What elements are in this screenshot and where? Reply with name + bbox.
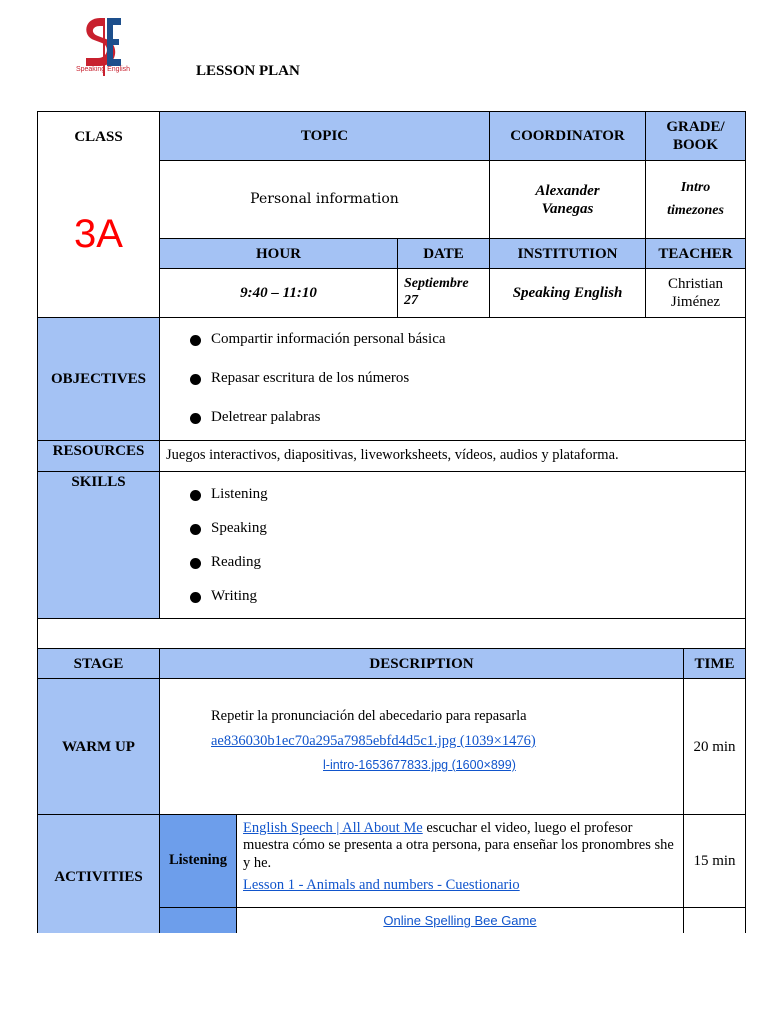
- warmup-link-intro-image[interactable]: l-intro-1653677833.jpg (1600×899): [323, 758, 516, 772]
- time-label: TIME: [694, 655, 735, 672]
- listening-time-cell: [683, 814, 746, 908]
- skills-cell: [159, 471, 746, 619]
- list-item: [190, 553, 268, 587]
- list-item: [190, 587, 268, 617]
- activities-label-cell: [37, 814, 160, 944]
- bullet-icon: [190, 558, 201, 569]
- institution-cell: [489, 268, 646, 318]
- bullet-icon: [190, 335, 201, 346]
- list-item: [190, 330, 446, 369]
- coordinator-label: COORDINATOR: [510, 128, 625, 144]
- warmup-label: WARM UP: [62, 738, 135, 755]
- skill-text: Speaking: [211, 520, 267, 536]
- list-item: [190, 485, 268, 519]
- bullet-icon: [190, 413, 201, 424]
- date-value: Septiembre 27: [404, 276, 469, 308]
- spelling-bee-link[interactable]: Online Spelling Bee Game: [383, 913, 537, 928]
- page-bottom-margin: [0, 933, 768, 1024]
- list-item: [190, 519, 268, 553]
- coordinator-value: Alexander Vanegas: [535, 182, 600, 217]
- objectives-label: OBJECTIVES: [50, 371, 147, 387]
- skills-label: SKILLS: [71, 474, 126, 490]
- skills-label-cell: [37, 471, 160, 619]
- resources-cell: [159, 440, 746, 472]
- objectives-list: [190, 330, 446, 438]
- class-value: 3A: [74, 212, 123, 256]
- bullet-icon: [190, 592, 201, 603]
- grade-value: Intro timezones: [667, 180, 724, 218]
- institution-label: INSTITUTION: [517, 245, 618, 262]
- bullet-icon: [190, 374, 201, 385]
- resources-label-cell: [37, 440, 160, 472]
- topic-label: TOPIC: [300, 128, 349, 144]
- bullet-icon: [190, 524, 201, 535]
- listening-time: 15 min: [693, 853, 736, 869]
- date-cell: [397, 268, 490, 318]
- description-header: [159, 648, 684, 679]
- teacher-value: Christian Jiménez: [668, 276, 723, 310]
- warmup-label-cell: [37, 678, 160, 815]
- institution-value: Speaking English: [512, 285, 623, 301]
- warmup-time-cell: [683, 678, 746, 815]
- objective-text: Deletrear palabras: [211, 409, 321, 425]
- logo-caption: Speaking English: [75, 66, 131, 73]
- english-speech-link[interactable]: English Speech | All About Me: [243, 820, 423, 836]
- bullet-icon: [190, 490, 201, 501]
- objective-text: Compartir información personal básica: [211, 331, 446, 347]
- warmup-description-cell: [159, 678, 684, 815]
- page-title: LESSON PLAN: [196, 63, 300, 79]
- topic-header: [159, 111, 490, 161]
- hour-cell: [159, 268, 398, 318]
- listening-text: escuchar el video, luego el profesor muestra cómo se presenta a otra persona, para enseñar los pronombres she y he.: [243, 820, 674, 871]
- lesson-1-quiz-link[interactable]: Lesson 1 - Animals and numbers - Cuestionario: [243, 877, 520, 894]
- objectives-cell: [159, 317, 746, 441]
- date-label: DATE: [423, 245, 464, 262]
- resources-value: Juegos interactivos, diapositivas, liveworksheets, vídeos, audios y plataforma.: [166, 447, 619, 464]
- teacher-cell: [645, 268, 746, 318]
- stage-header: [37, 648, 160, 679]
- listening-label: Listening: [168, 852, 227, 869]
- time-header: [683, 648, 746, 679]
- warmup-text: Repetir la pronunciación del abecedario para repasarla: [211, 708, 527, 724]
- listening-paragraph: [243, 820, 675, 872]
- grade-cell: [645, 160, 746, 239]
- skill-text: Listening: [211, 486, 268, 502]
- coordinator-cell: [489, 160, 646, 239]
- topic-value: Personal information: [250, 191, 399, 208]
- list-item: [190, 369, 446, 408]
- coordinator-header: [489, 111, 646, 161]
- warmup-time: 20 min: [693, 738, 736, 755]
- list-item: [190, 408, 446, 438]
- spacer-row: [37, 618, 746, 649]
- grade-header: [645, 111, 746, 161]
- teacher-label: TEACHER: [658, 245, 733, 262]
- listening-description-cell: [236, 814, 684, 908]
- class-label: CLASS: [74, 129, 123, 145]
- activities-label: ACTIVITIES: [54, 869, 143, 885]
- hour-label: HOUR: [256, 245, 301, 262]
- listening-label-cell: [159, 814, 237, 908]
- grade-label: GRADE/ BOOK: [666, 119, 725, 153]
- institution-header: [489, 238, 646, 269]
- teacher-header: [645, 238, 746, 269]
- stage-label: STAGE: [73, 655, 124, 672]
- hour-value: 9:40 – 11:10: [240, 285, 317, 301]
- description-label: DESCRIPTION: [369, 655, 474, 672]
- objectives-label-cell: [37, 317, 160, 441]
- objective-text: Repasar escritura de los números: [211, 370, 410, 386]
- skills-list: [190, 485, 268, 617]
- hour-header: [159, 238, 398, 269]
- skill-text: Reading: [211, 554, 261, 570]
- topic-cell: [159, 160, 490, 239]
- warmup-link-alphabet-image[interactable]: ae836030b1ec70a295a7985ebfd4d5c1.jpg (1039×1476): [211, 733, 536, 749]
- resources-label: RESOURCES: [52, 443, 145, 459]
- skill-text: Writing: [211, 588, 258, 604]
- date-header: [397, 238, 490, 269]
